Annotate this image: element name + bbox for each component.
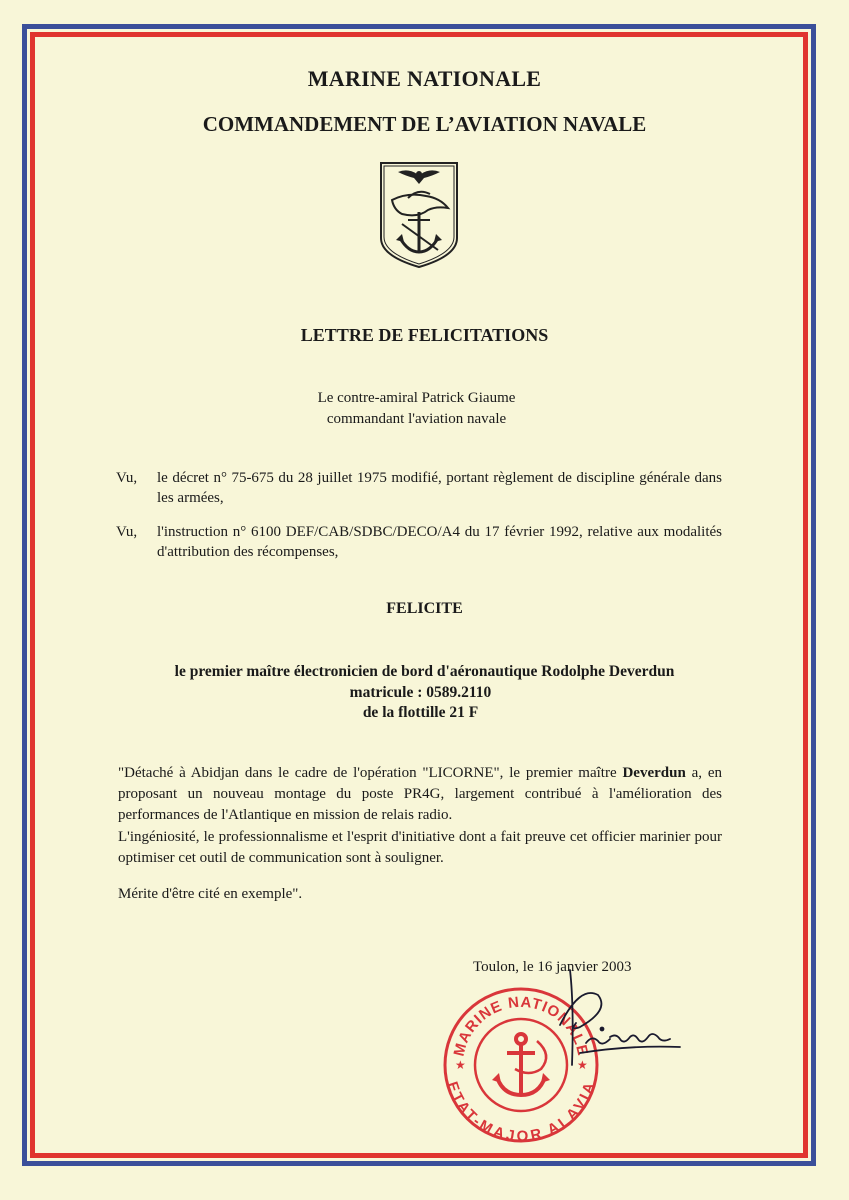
citation-paragraph-3: Mérite d'être cité en exemple".	[118, 886, 303, 902]
recipient-line1: le premier maître électronicien de bord d'aéronautique Rodolphe Deverdun	[174, 663, 675, 680]
recipient-line3: de la flottille 21 F	[362, 704, 479, 721]
citation-text: a, en proposant un nouveau montage du poste PR4G, largement contribué à l'amélioration des performances de l'Atlantique en mission de relais radio.	[118, 765, 723, 823]
naval-aviation-emblem-icon	[378, 160, 460, 270]
consideration-1	[116, 468, 722, 508]
seal-anchor-icon	[497, 1034, 546, 1095]
place-date: Toulon, le 16 janvier 2003	[473, 959, 632, 975]
header-line1: MARINE NATIONALE	[307, 66, 542, 91]
consideration-label: Vu,	[116, 524, 138, 540]
svg-text:★: ★	[577, 1058, 588, 1072]
citation-paragraph-2: L'ingéniosité, le professionnalisme et l'esprit d'initiative dont a fait preuve cet officier marinier pour optimiser cet outil de communication sont à souligner.	[118, 829, 722, 866]
seal-top-text: MARINE NATIONALE	[450, 993, 592, 1058]
svg-text:★: ★	[455, 1058, 466, 1072]
author-line1: Le contre-amiral Patrick Giaume	[317, 390, 516, 406]
citation-paragraph-1	[118, 763, 722, 826]
document-title: LETTRE DE FELICITATIONS	[300, 325, 549, 345]
citation-text: "Détaché à Abidjan dans le cadre de l'opération "LICORNE", le premier maître	[118, 765, 617, 781]
seal-bottom-text: ETAT-MAJOR ALAVIA	[443, 1079, 599, 1145]
handwritten-signature	[540, 965, 690, 1075]
author-line2: commandant l'aviation navale	[326, 411, 507, 427]
header-line2: COMMANDEMENT DE L’AVIATION NAVALE	[202, 112, 647, 136]
verb-felicite: FELICITE	[386, 600, 463, 617]
consideration-text: l'instruction n° 6100 DEF/CAB/SDBC/DECO/A4 du 17 février 1992, relative aux modalités d'attribution des récompenses,	[157, 524, 722, 560]
consideration-2	[116, 522, 722, 562]
consideration-label: Vu,	[116, 470, 138, 486]
citation-name: Deverdun	[622, 765, 686, 781]
consideration-text: le décret n° 75-675 du 28 juillet 1975 modifié, portant règlement de discipline générale dans les armées,	[157, 470, 722, 506]
recipient-line2: matricule : 0589.2110	[349, 684, 492, 701]
